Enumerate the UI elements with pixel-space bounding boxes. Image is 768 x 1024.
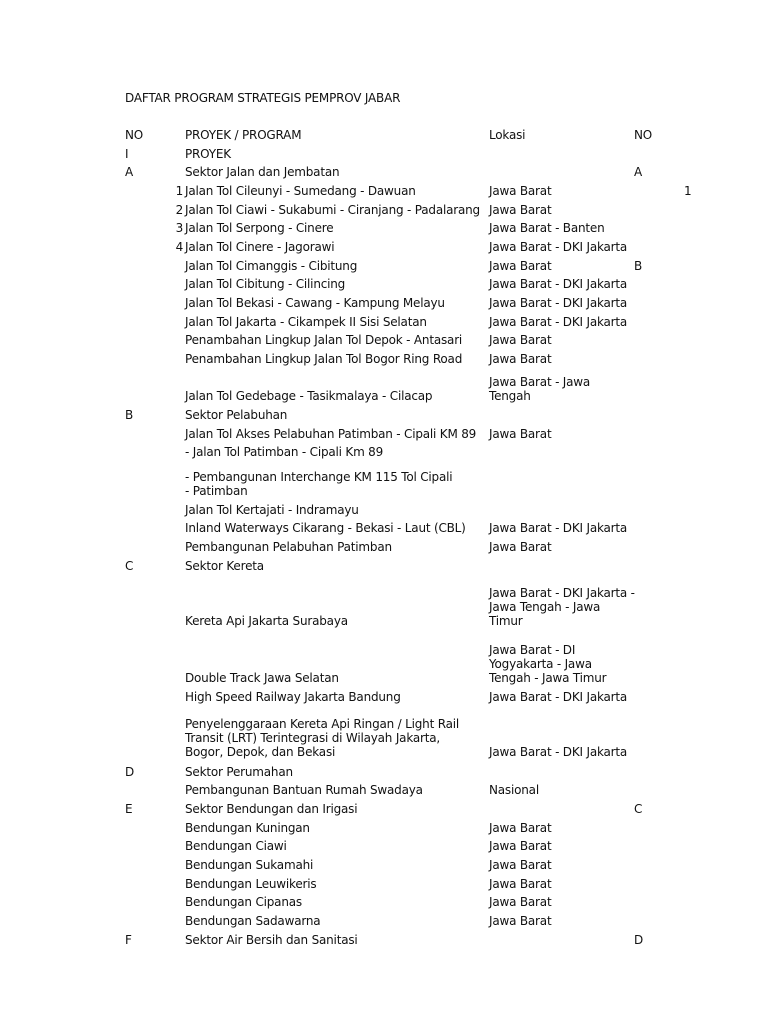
row-location: Jawa Barat	[489, 203, 552, 217]
row-project: Sektor Air Bersih dan Sanitasi	[185, 933, 358, 947]
row-project: Jalan Tol Cimanggis - Cibitung	[185, 259, 358, 273]
row-location: Jawa Barat - DKI Jakarta	[489, 240, 628, 254]
row-project: - Pembangunan Interchange KM 115 Tol Cipali - Patimban	[185, 470, 453, 498]
row-extra-number: 1	[684, 184, 692, 198]
row-no: I	[125, 147, 129, 161]
row-number: 4	[175, 240, 183, 254]
row-project: Sektor Kereta	[185, 559, 264, 573]
row-project: Sektor Bendungan dan Irigasi	[185, 802, 358, 816]
row-project: Pembangunan Bantuan Rumah Swadaya	[185, 783, 423, 797]
row-location: Jawa Barat	[489, 184, 552, 198]
row-location: Jawa Barat - DI Yogyakarta - Jawa Tengah - Jawa Timur	[489, 643, 607, 685]
row-number: 1	[175, 184, 183, 198]
row-location: Jawa Barat - DKI Jakarta	[489, 315, 628, 329]
row-location: Jawa Barat	[489, 333, 552, 347]
row-project: Jalan Tol Akses Pelabuhan Patimban - Cipali KM 89	[185, 427, 477, 441]
row-location: Jawa Barat	[489, 821, 552, 835]
header-no: NO	[125, 128, 144, 142]
row-project: Pembangunan Pelabuhan Patimban	[185, 540, 392, 554]
row-project: Jalan Tol Gedebage - Tasikmalaya - Cilacap	[185, 389, 433, 403]
row-project: Penambahan Lingkup Jalan Tol Bogor Ring Road	[185, 352, 463, 366]
row-project: Inland Waterways Cikarang - Bekasi - Laut (CBL)	[185, 521, 466, 535]
row-project: Kereta Api Jakarta Surabaya	[185, 614, 348, 628]
row-project: Jalan Tol Cibitung - Cilincing	[185, 277, 346, 291]
row-project: Jalan Tol Serpong - Cinere	[185, 221, 334, 235]
row-no: D	[125, 765, 135, 779]
row-project: Bendungan Sukamahi	[185, 858, 314, 872]
document-title: DAFTAR PROGRAM STRATEGIS PEMPROV JABAR	[125, 91, 401, 105]
row-project: Bendungan Cipanas	[185, 895, 302, 909]
row-no: A	[125, 165, 134, 179]
row-no: F	[125, 933, 132, 947]
row-number: 3	[175, 221, 183, 235]
row-project: High Speed Railway Jakarta Bandung	[185, 690, 401, 704]
row-project: Jalan Tol Jakarta - Cikampek II Sisi Selatan	[185, 315, 427, 329]
row-number: 2	[175, 203, 183, 217]
row-project: Bendungan Sadawarna	[185, 914, 321, 928]
row-project: Penambahan Lingkup Jalan Tol Depok - Antasari	[185, 333, 463, 347]
row-location: Jawa Barat - Banten	[489, 221, 605, 235]
row-location: Jawa Barat - Jawa Tengah	[489, 375, 591, 403]
row-location: Jawa Barat - DKI Jakarta - Jawa Tengah - Jawa Timur	[489, 586, 635, 628]
row-project: Bendungan Kuningan	[185, 821, 310, 835]
row-project: PROYEK	[185, 147, 231, 161]
row-location: Jawa Barat	[489, 839, 552, 853]
header-no-2: NO	[634, 128, 653, 142]
row-project: Sektor Perumahan	[185, 765, 293, 779]
row-no: E	[125, 802, 133, 816]
row-location: Jawa Barat	[489, 914, 552, 928]
row-project: Double Track Jawa Selatan	[185, 671, 339, 685]
row-project: Jalan Tol Bekasi - Cawang - Kampung Melayu	[185, 296, 445, 310]
row-project: Sektor Pelabuhan	[185, 408, 288, 422]
row-location: Jawa Barat - DKI Jakarta	[489, 745, 628, 759]
row-location: Jawa Barat - DKI Jakarta	[489, 296, 628, 310]
row-project: Jalan Tol Cinere - Jagorawi	[185, 240, 335, 254]
row-location: Jawa Barat	[489, 858, 552, 872]
row-project: Jalan Tol Ciawi - Sukabumi - Ciranjang - Padalarang	[185, 203, 480, 217]
row-no: B	[125, 408, 134, 422]
row-project: Penyelenggaraan Kereta Api Ringan / Light Rail Transit (LRT) Terintegrasi di Wilayah Jakarta, Bogor, Depok, dan Bekasi	[185, 717, 459, 759]
row-project: Jalan Tol Kertajati - Indramayu	[185, 503, 359, 517]
row-no-2: C	[634, 802, 643, 816]
row-no-2: D	[634, 933, 644, 947]
row-location: Jawa Barat - DKI Jakarta	[489, 690, 628, 704]
row-no-2: B	[634, 259, 643, 273]
header-location: Lokasi	[489, 128, 526, 142]
row-location: Jawa Barat	[489, 259, 552, 273]
row-project: Sektor Jalan dan Jembatan	[185, 165, 340, 179]
row-project: Bendungan Ciawi	[185, 839, 287, 853]
row-no: C	[125, 559, 134, 573]
row-location: Jawa Barat	[489, 877, 552, 891]
row-location: Jawa Barat - DKI Jakarta	[489, 277, 628, 291]
row-location: Jawa Barat	[489, 895, 552, 909]
row-project: Jalan Tol Cileunyi - Sumedang - Dawuan	[185, 184, 416, 198]
row-project: - Jalan Tol Patimban - Cipali Km 89	[185, 445, 384, 459]
row-location: Jawa Barat	[489, 352, 552, 366]
row-location: Jawa Barat - DKI Jakarta	[489, 521, 628, 535]
row-no-2: A	[634, 165, 643, 179]
header-project: PROYEK / PROGRAM	[185, 128, 302, 142]
row-location: Jawa Barat	[489, 427, 552, 441]
row-location: Jawa Barat	[489, 540, 552, 554]
row-project: Bendungan Leuwikeris	[185, 877, 317, 891]
row-location: Nasional	[489, 783, 539, 797]
